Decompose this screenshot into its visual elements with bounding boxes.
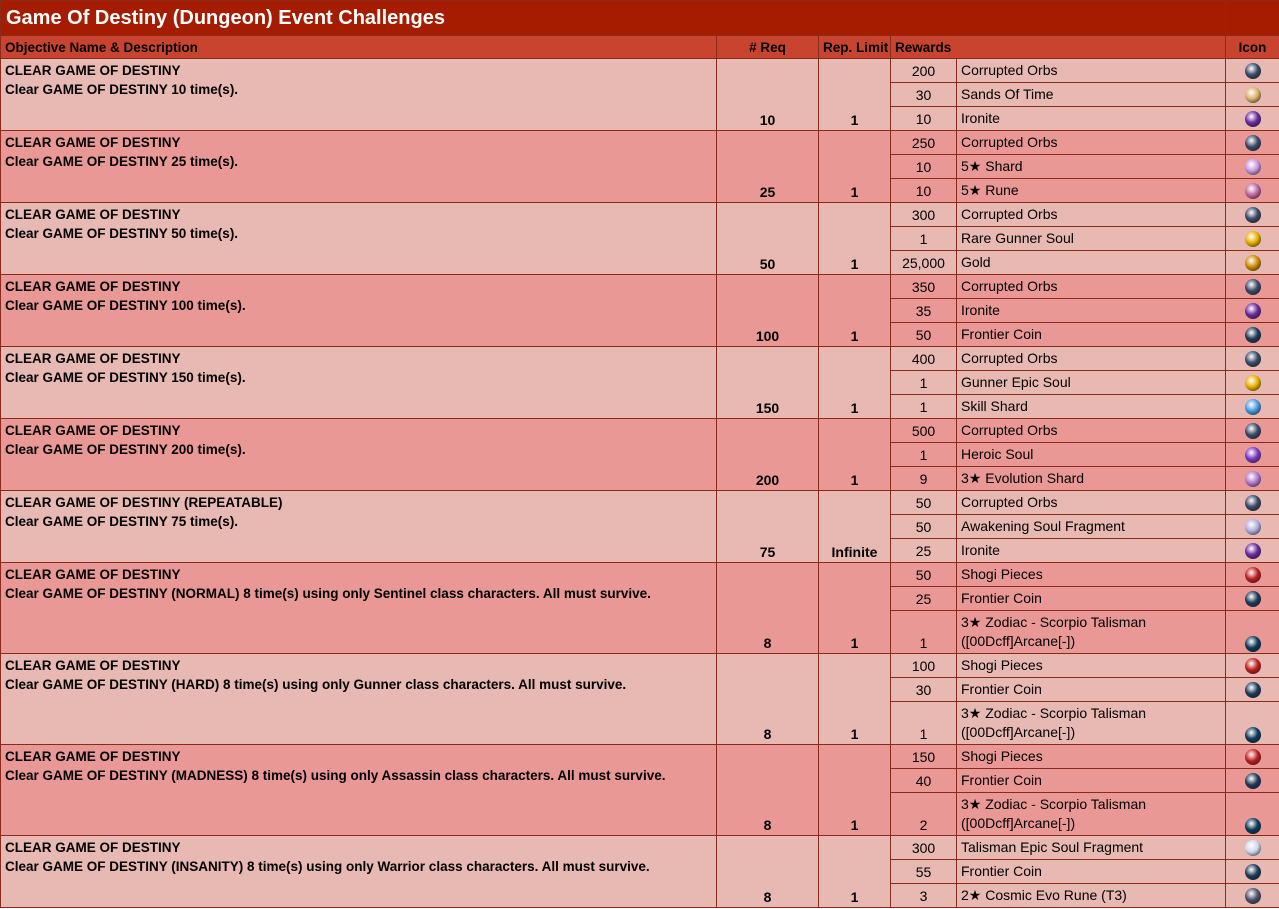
reward-quantity: 40 [891,769,957,793]
reward-icon-cell [1226,203,1279,227]
table-row [1,491,1279,515]
reward-quantity: 250 [891,131,957,155]
objective-description: Clear GAME OF DESTINY (MADNESS) 8 time(s) using only Assassin class characters. All must survive. [5,768,666,783]
reward-quantity: 30 [891,83,957,107]
reward-quantity: 1 [891,702,957,745]
reward-name: Sands Of Time [957,83,1226,107]
objective-description: Clear GAME OF DESTINY 25 time(s). [5,154,239,169]
reward-name: Frontier Coin [957,769,1226,793]
soul-icon [1245,231,1261,247]
req-count: 25 [717,131,819,203]
rep-limit: 1 [819,203,891,275]
objective-name: CLEAR GAME OF DESTINY [5,749,181,764]
reward-quantity: 350 [891,275,957,299]
reward-icon-cell [1226,563,1279,587]
frontier-coin-icon [1245,327,1261,343]
header-req: # Req [717,36,819,59]
reward-icon-cell [1226,702,1279,745]
header-icon: Icon [1226,36,1279,59]
reward-name: Frontier Coin [957,323,1226,347]
reward-name: Frontier Coin [957,678,1226,702]
reward-quantity: 2 [891,793,957,836]
reward-icon-cell [1226,107,1279,131]
rep-limit: 1 [819,275,891,347]
reward-quantity: 50 [891,515,957,539]
reward-quantity: 25 [891,539,957,563]
reward-icon-cell [1226,611,1279,654]
objective-cell [1,654,717,745]
reward-icon-cell [1226,515,1279,539]
req-count: 50 [717,203,819,275]
reward-icon-cell [1226,347,1279,371]
objective-description: Clear GAME OF DESTINY (INSANITY) 8 time(s) using only Warrior class characters. All must survive. [5,859,650,874]
table-row [1,131,1279,155]
reward-name: Talisman Epic Soul Fragment [957,836,1226,860]
objective-cell [1,745,717,836]
reward-name: Corrupted Orbs [957,419,1226,443]
reward-quantity: 3 [891,884,957,908]
objective-name: CLEAR GAME OF DESTINY [5,423,181,438]
reward-icon-cell [1226,371,1279,395]
reward-name: Corrupted Orbs [957,203,1226,227]
reward-icon-cell [1226,860,1279,884]
reward-name: 3★ Zodiac - Scorpio Talisman ([00Dcff]Arcane[-]) [957,702,1226,745]
objective-cell [1,275,717,347]
reward-quantity: 10 [891,155,957,179]
talisman-icon [1245,818,1261,834]
frontier-coin-icon [1245,864,1261,880]
table-row [1,275,1279,299]
title-row [1,1,1279,36]
objective-description: Clear GAME OF DESTINY 100 time(s). [5,298,246,313]
talisman-icon [1245,636,1261,652]
objective-cell [1,203,717,275]
reward-name: Rare Gunner Soul [957,227,1226,251]
reward-name: 3★ Zodiac - Scorpio Talisman ([00Dcff]Arcane[-]) [957,611,1226,654]
objective-name: CLEAR GAME OF DESTINY (REPEATABLE) [5,495,283,510]
reward-name: 3★ Zodiac - Scorpio Talisman ([00Dcff]Arcane[-]) [957,793,1226,836]
reward-icon-cell [1226,793,1279,836]
rep-limit: 1 [819,59,891,131]
reward-quantity: 1 [891,371,957,395]
objective-name: CLEAR GAME OF DESTINY [5,567,181,582]
reward-quantity: 500 [891,419,957,443]
soul-icon [1245,375,1261,391]
reward-name: Frontier Coin [957,860,1226,884]
header-row [1,36,1279,59]
rep-limit: 1 [819,563,891,654]
reward-quantity: 400 [891,347,957,371]
objective-name: CLEAR GAME OF DESTINY [5,351,181,366]
corrupted-orbs-icon [1245,495,1261,511]
reward-quantity: 100 [891,654,957,678]
reward-icon-cell [1226,884,1279,908]
reward-quantity: 30 [891,678,957,702]
reward-quantity: 200 [891,59,957,83]
reward-name: Shogi Pieces [957,745,1226,769]
table-row [1,347,1279,371]
objective-name: CLEAR GAME OF DESTINY [5,135,181,150]
reward-name: Ironite [957,107,1226,131]
header-rep: Rep. Limit [819,36,891,59]
reward-quantity: 9 [891,467,957,491]
reward-name: Gunner Epic Soul [957,371,1226,395]
corrupted-orbs-icon [1245,135,1261,151]
req-count: 8 [717,836,819,908]
rep-limit: 1 [819,419,891,491]
reward-icon-cell [1226,395,1279,419]
reward-quantity: 50 [891,323,957,347]
reward-icon-cell [1226,419,1279,443]
reward-name: Awakening Soul Fragment [957,515,1226,539]
reward-icon-cell [1226,678,1279,702]
reward-name: Corrupted Orbs [957,131,1226,155]
table-row [1,563,1279,587]
req-count: 100 [717,275,819,347]
corrupted-orbs-icon [1245,351,1261,367]
talisman-fragment-icon [1245,840,1261,856]
reward-quantity: 10 [891,107,957,131]
objective-cell [1,59,717,131]
rep-limit: 1 [819,347,891,419]
table-row [1,836,1279,860]
reward-icon-cell [1226,491,1279,515]
objective-description: Clear GAME OF DESTINY 10 time(s). [5,82,239,97]
reward-icon-cell [1226,467,1279,491]
objective-cell [1,491,717,563]
reward-name: Corrupted Orbs [957,275,1226,299]
objective-description: Clear GAME OF DESTINY 150 time(s). [5,370,246,385]
title-blank-cell [1226,1,1279,36]
table-row [1,654,1279,678]
reward-icon-cell [1226,587,1279,611]
table-row [1,745,1279,769]
rep-limit: 1 [819,131,891,203]
awakening-fragment-icon [1245,519,1261,535]
reward-quantity: 1 [891,443,957,467]
skill-shard-icon [1245,399,1261,415]
reward-name: Heroic Soul [957,443,1226,467]
header-rewards: Rewards [891,36,1226,59]
reward-name: Ironite [957,299,1226,323]
reward-name: 3★ Evolution Shard [957,467,1226,491]
reward-icon-cell [1226,836,1279,860]
reward-quantity: 300 [891,203,957,227]
reward-name: Frontier Coin [957,587,1226,611]
corrupted-orbs-icon [1245,423,1261,439]
reward-icon-cell [1226,299,1279,323]
reward-icon-cell [1226,769,1279,793]
reward-icon-cell [1226,539,1279,563]
ironite-icon [1245,543,1261,559]
objective-description: Clear GAME OF DESTINY (HARD) 8 time(s) using only Gunner class characters. All must survive. [5,677,627,692]
req-count: 75 [717,491,819,563]
reward-icon-cell [1226,443,1279,467]
reward-quantity: 1 [891,395,957,419]
page-title: Game Of Destiny (Dungeon) Event Challenges [1,1,1226,36]
reward-quantity: 25,000 [891,251,957,275]
objective-cell [1,563,717,654]
reward-quantity: 10 [891,179,957,203]
objective-cell [1,131,717,203]
table-row [1,419,1279,443]
reward-name: 5★ Rune [957,179,1226,203]
reward-name: 5★ Shard [957,155,1226,179]
reward-name: Corrupted Orbs [957,347,1226,371]
table-row [1,203,1279,227]
objective-description: Clear GAME OF DESTINY 75 time(s). [5,514,239,529]
reward-quantity: 300 [891,836,957,860]
reward-quantity: 1 [891,611,957,654]
reward-icon-cell [1226,131,1279,155]
talisman-icon [1245,727,1261,743]
corrupted-orbs-icon [1245,279,1261,295]
objective-name: CLEAR GAME OF DESTINY [5,840,181,855]
req-count: 10 [717,59,819,131]
objective-cell [1,347,717,419]
reward-icon-cell [1226,83,1279,107]
shogi-icon [1245,749,1261,765]
reward-quantity: 55 [891,860,957,884]
gold-icon [1245,255,1261,271]
frontier-coin-icon [1245,682,1261,698]
objective-name: CLEAR GAME OF DESTINY [5,279,181,294]
objective-name: CLEAR GAME OF DESTINY [5,207,181,222]
shard-icon [1245,159,1261,175]
frontier-coin-icon [1245,773,1261,789]
reward-name: Skill Shard [957,395,1226,419]
reward-icon-cell [1226,59,1279,83]
evolution-shard-icon [1245,471,1261,487]
sands-of-time-icon [1245,87,1261,103]
rep-limit: 1 [819,654,891,745]
reward-quantity: 50 [891,491,957,515]
reward-name: Shogi Pieces [957,654,1226,678]
objective-cell [1,836,717,908]
req-count: 8 [717,563,819,654]
reward-icon-cell [1226,745,1279,769]
reward-quantity: 35 [891,299,957,323]
req-count: 8 [717,654,819,745]
header-objective: Objective Name & Description [1,36,717,59]
cosmic-rune-icon [1245,888,1261,904]
reward-icon-cell [1226,323,1279,347]
reward-quantity: 1 [891,227,957,251]
frontier-coin-icon [1245,591,1261,607]
heroic-soul-icon [1245,447,1261,463]
req-count: 200 [717,419,819,491]
objective-description: Clear GAME OF DESTINY 50 time(s). [5,226,239,241]
corrupted-orbs-icon [1245,207,1261,223]
rep-limit: Infinite [819,491,891,563]
reward-quantity: 50 [891,563,957,587]
req-count: 150 [717,347,819,419]
reward-icon-cell [1226,251,1279,275]
ironite-icon [1245,303,1261,319]
reward-name: Corrupted Orbs [957,59,1226,83]
reward-icon-cell [1226,227,1279,251]
objective-cell [1,419,717,491]
reward-name: Corrupted Orbs [957,491,1226,515]
rune-icon [1245,183,1261,199]
reward-quantity: 150 [891,745,957,769]
rep-limit: 1 [819,745,891,836]
objective-name: CLEAR GAME OF DESTINY [5,658,181,673]
reward-quantity: 25 [891,587,957,611]
corrupted-orbs-icon [1245,63,1261,79]
ironite-icon [1245,111,1261,127]
objective-description: Clear GAME OF DESTINY 200 time(s). [5,442,246,457]
table-row [1,59,1279,83]
rep-limit: 1 [819,836,891,908]
req-count: 8 [717,745,819,836]
shogi-icon [1245,567,1261,583]
reward-name: 2★ Cosmic Evo Rune (T3) [957,884,1226,908]
objective-description: Clear GAME OF DESTINY (NORMAL) 8 time(s) using only Sentinel class characters. All must survive. [5,586,651,601]
reward-name: Ironite [957,539,1226,563]
reward-icon-cell [1226,275,1279,299]
shogi-icon [1245,658,1261,674]
objective-name: CLEAR GAME OF DESTINY [5,63,181,78]
reward-name: Gold [957,251,1226,275]
reward-icon-cell [1226,155,1279,179]
reward-icon-cell [1226,179,1279,203]
reward-name: Shogi Pieces [957,563,1226,587]
reward-icon-cell [1226,654,1279,678]
